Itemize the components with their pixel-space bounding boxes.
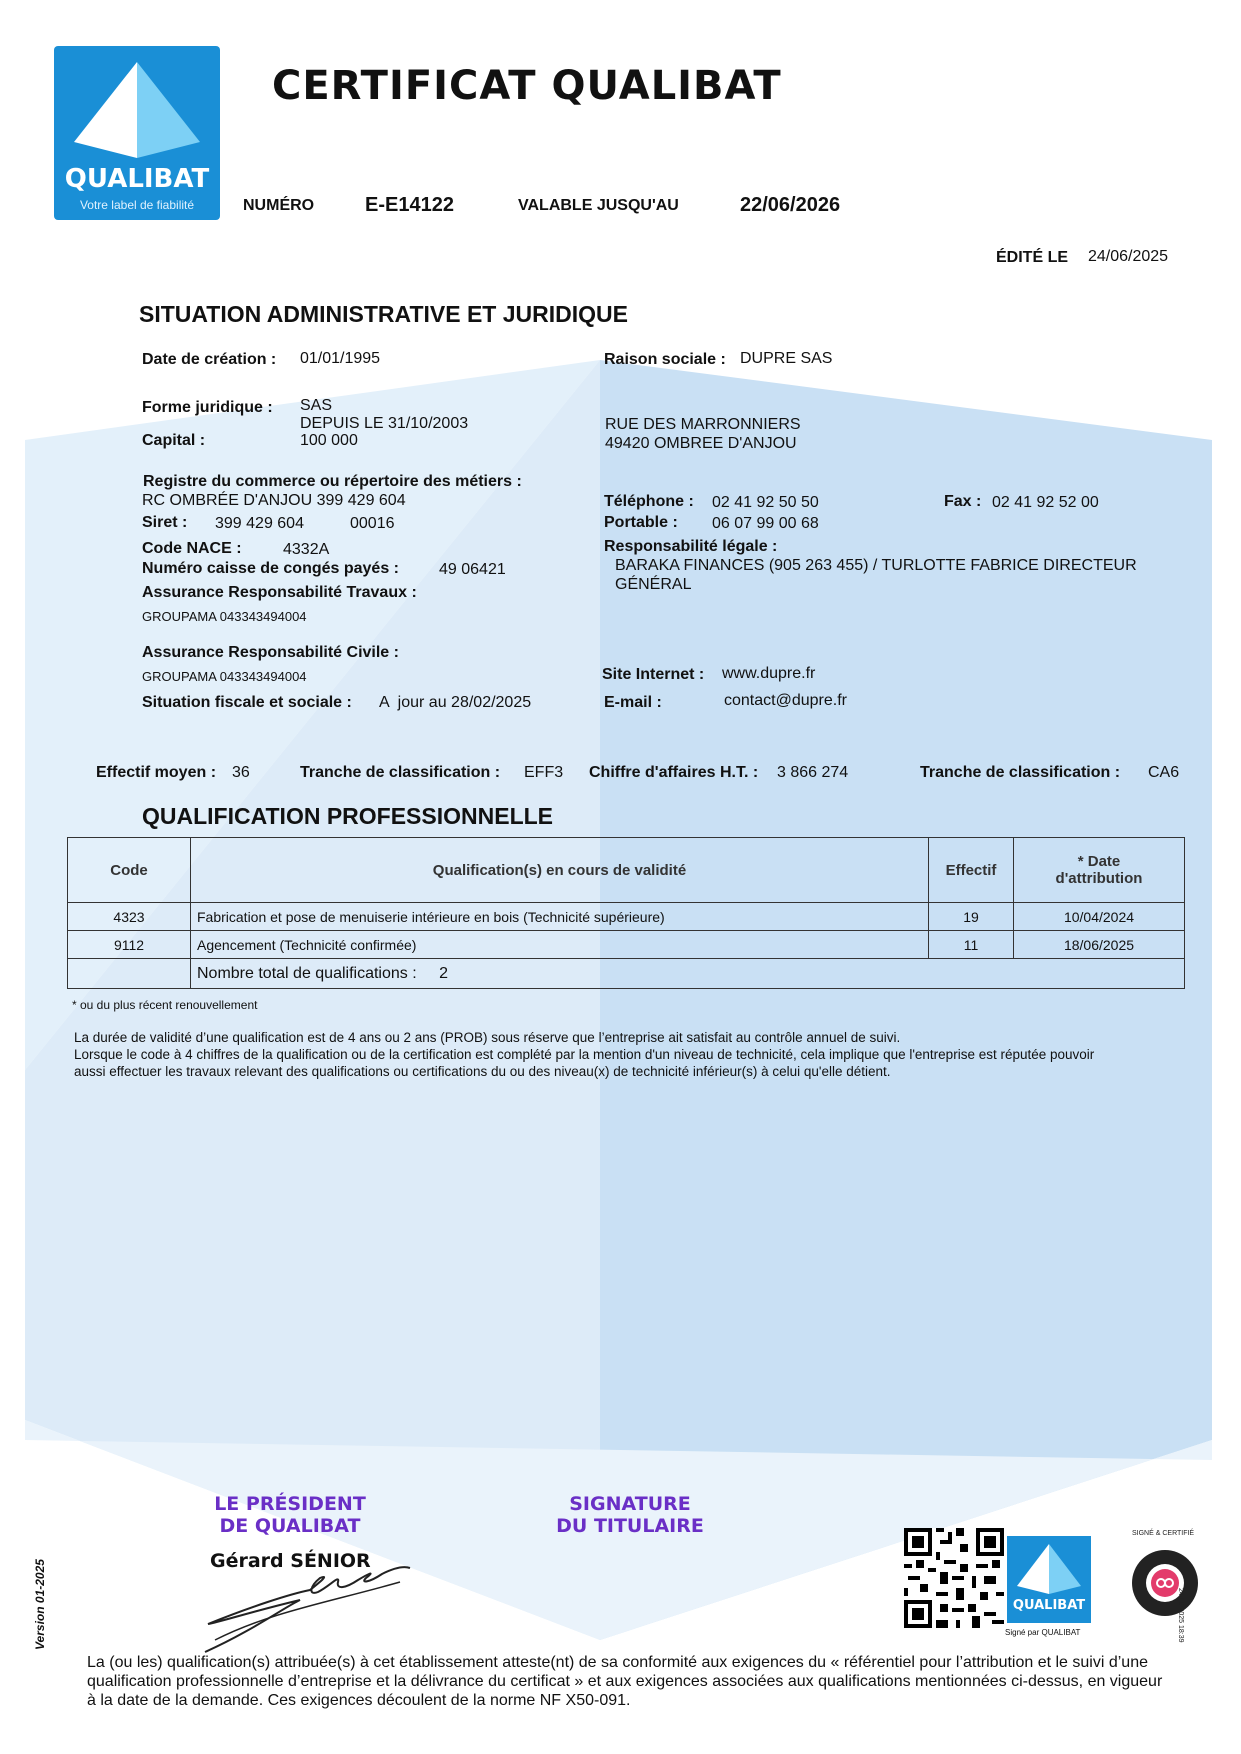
forme-since: DEPUIS LE 31/10/2003 <box>300 415 469 432</box>
seal-ring-icon <box>1130 1548 1200 1618</box>
col-date-header <box>1014 838 1185 903</box>
telephone-label: Téléphone : <box>604 493 694 510</box>
titulaire-title-2: DU TITULAIRE <box>556 1515 704 1537</box>
forme-value: SAS <box>300 397 333 414</box>
row-effectif: 19 <box>929 903 1014 931</box>
ca-label: Chiffre d'affaires H.T. : <box>589 764 759 781</box>
president-name: Gérard SÉNIOR <box>210 1550 371 1572</box>
date-creation-value: 01/01/1995 <box>300 350 381 367</box>
assur-civile-value: GROUPAMA 043343494004 <box>142 669 307 684</box>
qr-code-icon <box>904 1528 1004 1628</box>
valable-value: 22/06/2026 <box>740 194 841 216</box>
assur-travaux-value: GROUPAMA 043343494004 <box>142 609 307 624</box>
table-row <box>68 903 1185 931</box>
date-header-line-2: d'attribution <box>1055 870 1143 887</box>
effectif-label: Effectif moyen : <box>96 764 217 781</box>
row-code: 4323 <box>68 903 191 931</box>
assur-civile-label: Assurance Responsabilité Civile : <box>142 644 399 661</box>
capital-label: Capital : <box>142 432 206 449</box>
fax-label: Fax : <box>944 493 982 510</box>
total-empty-cell <box>68 959 191 989</box>
qualibat-logo <box>54 46 220 220</box>
resp-label: Responsabilité légale : <box>604 538 778 555</box>
portable-label: Portable : <box>604 514 678 531</box>
titulaire-title-1: SIGNATURE <box>569 1493 691 1515</box>
footer-line-1: La (ou les) qualification(s) attribuée(s) à cet établissement atteste(nt) de sa conformité aux exigences du « référentiel pour l’attribution et le suivi d’une <box>87 1654 1148 1671</box>
admin-section-title: SITUATION ADMINISTRATIVE ET JURIDIQUE <box>139 301 628 327</box>
row-effectif: 11 <box>929 931 1014 959</box>
siret-value: 399 429 604 <box>215 515 304 532</box>
table-row <box>68 931 1185 959</box>
adresse-line-1: RUE DES MARRONNIERS <box>605 416 801 433</box>
assur-travaux-label: Assurance Responsabilité Travaux : <box>142 584 417 601</box>
email-value[interactable]: contact@dupre.fr <box>724 692 847 709</box>
forme-label: Forme juridique : <box>142 399 273 416</box>
conges-label: Numéro caisse de congés payés : <box>142 560 399 577</box>
siret-label: Siret : <box>142 514 188 531</box>
tranche1-value: EFF3 <box>524 764 564 781</box>
fiscale-value: A jour au 28/02/2025 <box>379 694 532 711</box>
total-cell <box>191 959 1185 989</box>
site-value[interactable]: www.dupre.fr <box>722 665 816 682</box>
seal-text: SIGNÉ & CERTIFIÉ <box>1132 1530 1195 1537</box>
table-total-row <box>68 959 1185 989</box>
numero-value: E-E14122 <box>365 194 454 216</box>
validity-paragraph-1: La durée de validité d’une qualification est de 4 ans ou 2 ans (PROB) sous réserve que l’entreprise ait satisfait au contrôle annuel de suivi. <box>74 1030 901 1045</box>
validity-paragraph-2: Lorsque le code à 4 chiffres de la qualification ou de la certification est complété par la mention d'un niveau de technicité, cela implique que l'entreprise est réputée pouvoir <box>74 1047 1095 1062</box>
resp-value-1: BARAKA FINANCES (905 263 455) / TURLOTTE FABRICE DIRECTEUR <box>615 557 1137 574</box>
footnote: * ou du plus récent renouvellement <box>72 998 258 1012</box>
site-label: Site Internet : <box>602 666 705 683</box>
qualibat-small-logo <box>1007 1536 1091 1623</box>
raison-label: Raison sociale : <box>604 351 726 368</box>
nace-label: Code NACE : <box>142 540 242 557</box>
date-header-line-1: * Date <box>1077 853 1121 870</box>
valable-label: VALABLE JUSQU'AU <box>518 197 679 214</box>
email-label: E-mail : <box>604 694 662 711</box>
table-header-row <box>68 838 1185 903</box>
conges-value: 49 06421 <box>439 561 506 578</box>
row-label: Fabrication et pose de menuiserie intérieure en bois (Technicité supérieure) <box>191 903 929 931</box>
capital-value: 100 000 <box>300 432 358 449</box>
telephone-value: 02 41 92 50 50 <box>712 494 819 511</box>
adresse-line-2: 49420 OMBREE D'ANJOU <box>605 435 797 452</box>
president-title-2: DE QUALIBAT <box>219 1515 361 1537</box>
seal-date: 24/06/2025 18:39 <box>1177 1588 1184 1643</box>
logo-tagline: Votre label de fiabilité <box>79 198 195 212</box>
footer-line-3: à la date de la demande. Ces exigences découlent de la norme NF X50-091. <box>87 1692 631 1709</box>
resp-value-2: GÉNÉRAL <box>615 576 692 593</box>
logo-brand: QUALIBAT <box>64 164 210 194</box>
edite-label: ÉDITÉ LE <box>996 249 1069 266</box>
total-value: 2 <box>439 964 449 982</box>
page-title: CERTIFICAT QUALIBAT <box>272 63 782 109</box>
row-code: 9112 <box>68 931 191 959</box>
edite-value: 24/06/2025 <box>1088 248 1169 265</box>
signed-by: Signé par QUALIBAT <box>1005 1628 1081 1637</box>
col-effectif-header: Effectif <box>929 838 1014 903</box>
qualification-table <box>67 837 1185 989</box>
version-label: Version 01-2025 <box>33 1559 47 1650</box>
footer-line-2: qualification professionnelle d’entreprise et la délivrance du certificat » et aux exigences associées aux qualifications mentionnées ci-dessus, en vigueur <box>87 1673 1163 1690</box>
portable-value: 06 07 99 00 68 <box>712 515 819 532</box>
president-signature <box>190 1552 420 1662</box>
registre-label: Registre du commerce ou répertoire des métiers : <box>143 473 522 490</box>
effectif-value: 36 <box>232 764 250 781</box>
siret-suffix: 00016 <box>350 515 395 532</box>
ca-value: 3 866 274 <box>777 764 849 781</box>
tranche1-label: Tranche de classification : <box>300 764 501 781</box>
col-code-header: Code <box>68 838 191 903</box>
fiscale-label: Situation fiscale et sociale : <box>142 694 352 711</box>
row-label: Agencement (Technicité confirmée) <box>191 931 929 959</box>
row-date: 18/06/2025 <box>1014 931 1185 959</box>
tranche2-value: CA6 <box>1148 764 1180 781</box>
validity-paragraph-3: aussi effectuer les travaux relevant des qualifications ou certifications du ou des niveau(x) de technicité inférieur(s) à celui qu'elle détient. <box>74 1064 891 1079</box>
nace-value: 4332A <box>283 541 330 558</box>
total-label: Nombre total de qualifications : <box>197 964 417 982</box>
raison-value: DUPRE SAS <box>740 350 833 367</box>
numero-label: NUMÉRO <box>243 197 315 214</box>
tranche2-label: Tranche de classification : <box>920 764 1121 781</box>
date-creation-label: Date de création : <box>142 351 277 368</box>
president-title-1: LE PRÉSIDENT <box>214 1493 366 1515</box>
qualification-section-title: QUALIFICATION PROFESSIONNELLE <box>142 803 554 829</box>
row-date: 10/04/2024 <box>1014 903 1185 931</box>
fax-value: 02 41 92 52 00 <box>992 494 1099 511</box>
registre-value: RC OMBRÉE D'ANJOU 399 429 604 <box>142 492 406 509</box>
col-qualif-header: Qualification(s) en cours de validité <box>191 838 929 903</box>
seal-icon <box>1126 1528 1216 1643</box>
small-logo-brand: QUALIBAT <box>1012 1598 1086 1613</box>
